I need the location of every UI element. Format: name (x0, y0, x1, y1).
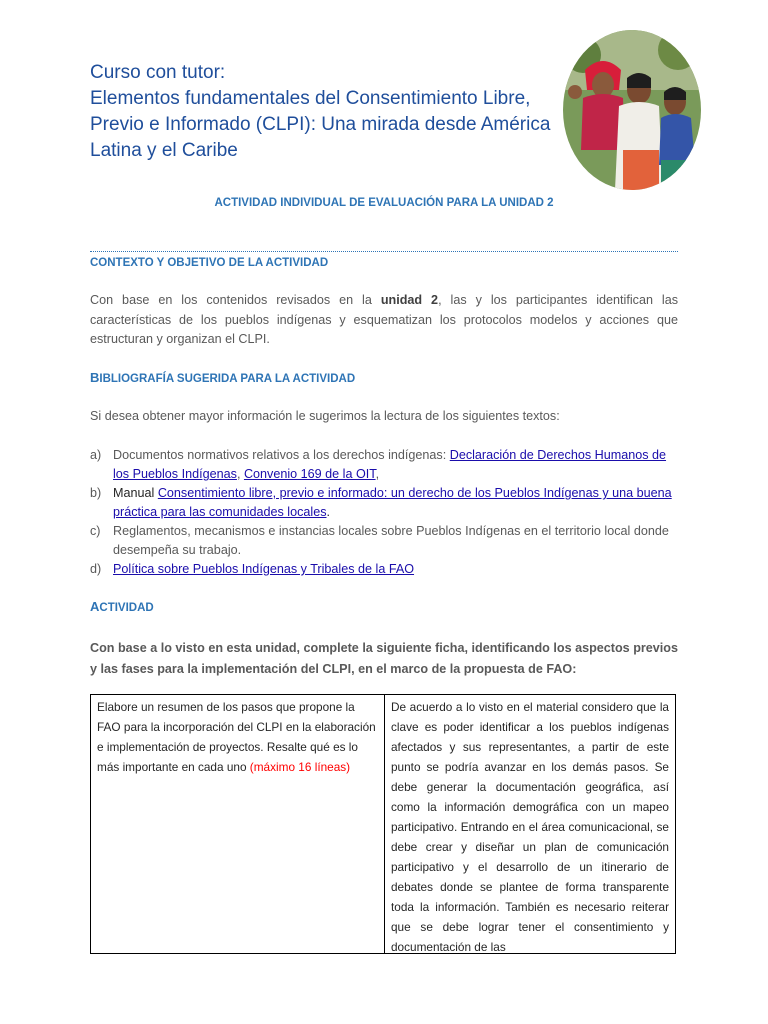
list-marker: d) (90, 562, 102, 576)
list-item-text: Reglamentos, mecanismos e instancias locales sobre Pueblos Indígenas en el territorio local donde desempeña su trabajo. (113, 524, 669, 557)
activity-heading-rest: CTIVIDAD (99, 602, 154, 614)
photo-illustration (563, 30, 701, 190)
table-prompt-text: Elabore un resumen de los pasos que propone la FAO para la incorporación del CLPI en la elaboración e implementación de proyectos. Resalte qué es lo más importante en cada uno (97, 700, 376, 774)
list-end: , (375, 467, 380, 481)
activity-instruction: Con base a lo visto en esta unidad, complete la siguiente ficha, identificando los aspectos previos y las fases para la implementación del CLPI, en el marco de la propuesta de FAO: (90, 641, 678, 676)
list-item (90, 522, 678, 560)
context-paragraph (90, 291, 678, 350)
activity-heading: ACTIVIDAD INDIVIDUAL DE EVALUACIÓN PARA LA UNIDAD 2 (214, 197, 554, 209)
bibliography-heading (90, 370, 355, 385)
table-prompt-limit: (máximo 16 líneas) (249, 760, 351, 774)
bibliography-heading-initial: B (90, 370, 100, 385)
bibliography-list (90, 446, 678, 579)
context-text: Con base en los contenidos revisados en la (90, 293, 381, 307)
course-title (90, 60, 550, 164)
activity-section-heading (90, 599, 154, 614)
bibliography-heading-rest: IBLIOGRAFÍA SUGERIDA PARA LA ACTIVIDAD (99, 373, 356, 385)
course-title-line: Curso con tutor: (90, 62, 226, 83)
context-text-end: , las y los participantes identifican las características de los pueblos indígenas y esquematizan los protocolos modelos y acciones que estructuran y organizan el CLPI. (90, 293, 679, 346)
table-answer-cell[interactable]: De acuerdo a lo visto en el material considero que la clave es poder identificar a los pueblos indígenas afectados y sus representantes, a partir de este punto se podría avanzar en los demás pasos. Se debe generar la documentación geográfica, así como la información demográfica con un mapeo participativo. Entrando en el área comunicacional, se debe crear y diseñar un plan de comunicación participativo y el desarrollo de un itinerario de debates donde se plantee de forma transparente toda la información. También es necesario reiterar que se debe lograr tener el consentimiento y documentación de las (391, 700, 669, 954)
politica-fao-link[interactable]: Política sobre Pueblos Indígenas y Tribales de la FAO (113, 562, 415, 576)
table-prompt-cell (91, 695, 385, 953)
convenio-169-link[interactable]: Convenio 169 de la OIT (243, 467, 376, 481)
indigenous-women-photo (563, 30, 701, 190)
list-item-text: Documentos normativos relativos a los derechos indígenas: (113, 448, 450, 462)
list-item (90, 560, 678, 579)
activity-table (90, 694, 676, 954)
list-separator: , (236, 467, 244, 481)
bibliography-intro: Si desea obtener mayor información le sugerimos la lectura de los siguientes textos: (90, 409, 560, 423)
course-title-line: Elementos fundamentales del Consentimiento Libre, (90, 88, 531, 109)
list-item (90, 484, 678, 522)
course-title-line: Latina y el Caribe (90, 140, 238, 161)
list-end: . (326, 505, 331, 519)
manual-clpi-link[interactable]: Consentimiento libre, previo e informado: un derecho de los Pueblos Indígenas y una buena práctica para las comunidades locales (113, 486, 672, 519)
list-marker: b) (90, 486, 102, 500)
list-item-text: Manual (113, 486, 158, 500)
list-item (90, 446, 678, 484)
context-heading: CONTEXTO Y OBJETIVO DE LA ACTIVIDAD (90, 257, 329, 269)
list-marker: c) (90, 524, 101, 538)
activity-heading-initial: A (90, 599, 100, 614)
course-title-line: Previo e Informado (CLPI): Una mirada desde América (90, 114, 551, 135)
list-marker: a) (90, 448, 102, 462)
declaracion-link[interactable]: Declaración de Derechos Humanos de los Pueblos Indígenas (113, 448, 667, 481)
divider (90, 251, 678, 252)
context-bold: unidad 2 (380, 293, 439, 307)
